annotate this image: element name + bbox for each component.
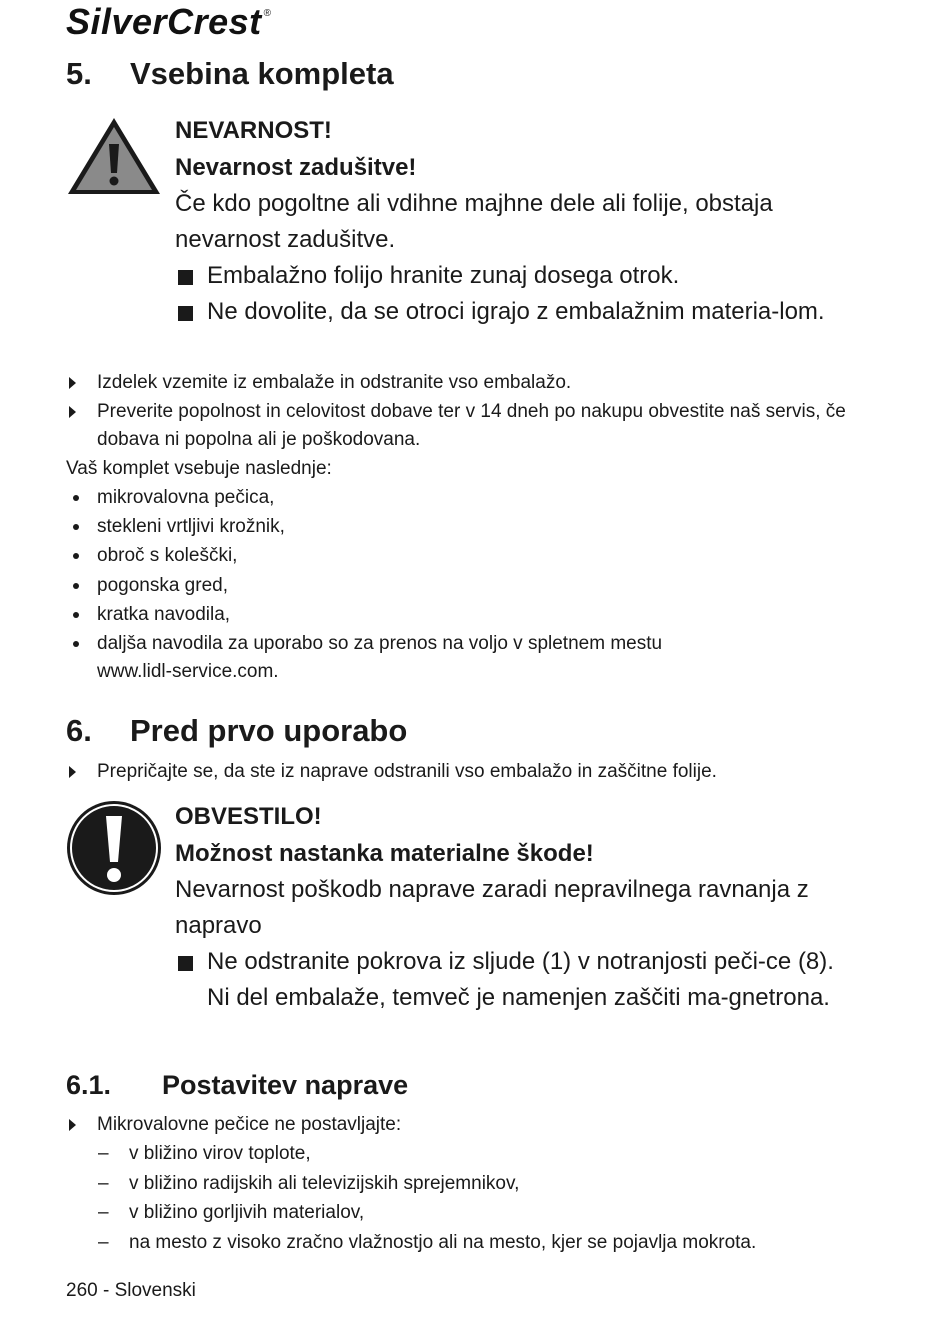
- instruction-step: Preverite popolnost in celovitost dobave ter v 14 dneh po nakupu obvestite naš servis, če dobava ni popolna ali je poškodovana.: [66, 398, 857, 454]
- notice-title: OBVESTILO!: [175, 803, 322, 830]
- contents-item: kratka navodila,: [66, 601, 877, 629]
- warning-text: Če kdo pogoltne ali vdihne majhne dele ali folije, obstaja nevarnost zadušitve.: [175, 190, 773, 253]
- placement-item: – v bližino gorljivih materialov,: [98, 1199, 364, 1227]
- contents-item: obroč s koleščki,: [66, 542, 877, 570]
- section-5-heading: [66, 56, 394, 92]
- contents-item: pogonska gred,: [66, 572, 877, 600]
- warning-block: [175, 112, 875, 330]
- warning-item: Embalažno folijo hranite zunaj dosega otrok.: [175, 258, 875, 294]
- section-number: 6.: [66, 713, 92, 748]
- section-6-1-heading: [66, 1069, 408, 1101]
- contents-item: daljša navodila za uporabo so za prenos na voljo v spletnem mestu www.lidl-service.com.: [66, 630, 717, 686]
- instruction-step: Mikrovalovne pečice ne postavljajte:: [66, 1111, 877, 1139]
- section-6-heading: [66, 713, 407, 749]
- warning-item: Ne dovolite, da se otroci igrajo z embalažnim materia-lom.: [175, 294, 837, 330]
- section-number: 5.: [66, 56, 92, 91]
- notice-text: Nevarnost poškodb naprave zaradi nepravilnega ravnanja z napravo: [175, 876, 809, 939]
- brand-logo: [66, 2, 271, 42]
- section-title: Postavitev naprave: [162, 1070, 409, 1100]
- contents-intro: Vaš komplet vsebuje naslednje:: [66, 458, 332, 479]
- warning-title: NEVARNOST!: [175, 117, 332, 144]
- page-footer: 260 - Slovenski: [66, 1280, 196, 1301]
- instruction-step: Prepričajte se, da ste iz naprave odstranili vso embalažo in zaščitne folije.: [66, 758, 877, 786]
- notice-subtitle: Možnost nastanka materialne škode!: [175, 840, 594, 867]
- placement-item: – v bližino radijskih ali televizijskih sprejemnikov,: [98, 1170, 519, 1198]
- warning-triangle-icon: [66, 116, 162, 196]
- notice-block: [175, 798, 875, 1016]
- instruction-step: Izdelek vzemite iz embalaže in odstranite vso embalažo.: [66, 369, 877, 397]
- section-title: Vsebina kompleta: [130, 56, 394, 91]
- warning-subtitle: Nevarnost zadušitve!: [175, 154, 417, 181]
- brand-wordmark: SilverCrest: [66, 1, 262, 42]
- section-number: 6.1.: [66, 1070, 112, 1100]
- exclamation-circle-icon: [66, 800, 162, 896]
- section-title: Pred prvo uporabo: [130, 713, 408, 748]
- contents-item: mikrovalovna pečica,: [66, 484, 877, 512]
- placement-item: – na mesto z visoko zračno vlažnostjo ali na mesto, kjer se pojavlja mokrota.: [98, 1229, 756, 1257]
- contents-item: stekleni vrtljivi krožnik,: [66, 513, 877, 541]
- placement-item: – v bližino virov toplote,: [98, 1140, 311, 1168]
- registered-mark: ®: [263, 8, 271, 19]
- notice-item: Ne odstranite pokrova iz sljude (1) v notranjosti peči-ce (8). Ni del embalaže, temveč je namenjen zaščiti ma-gnetrona.: [175, 944, 852, 1016]
